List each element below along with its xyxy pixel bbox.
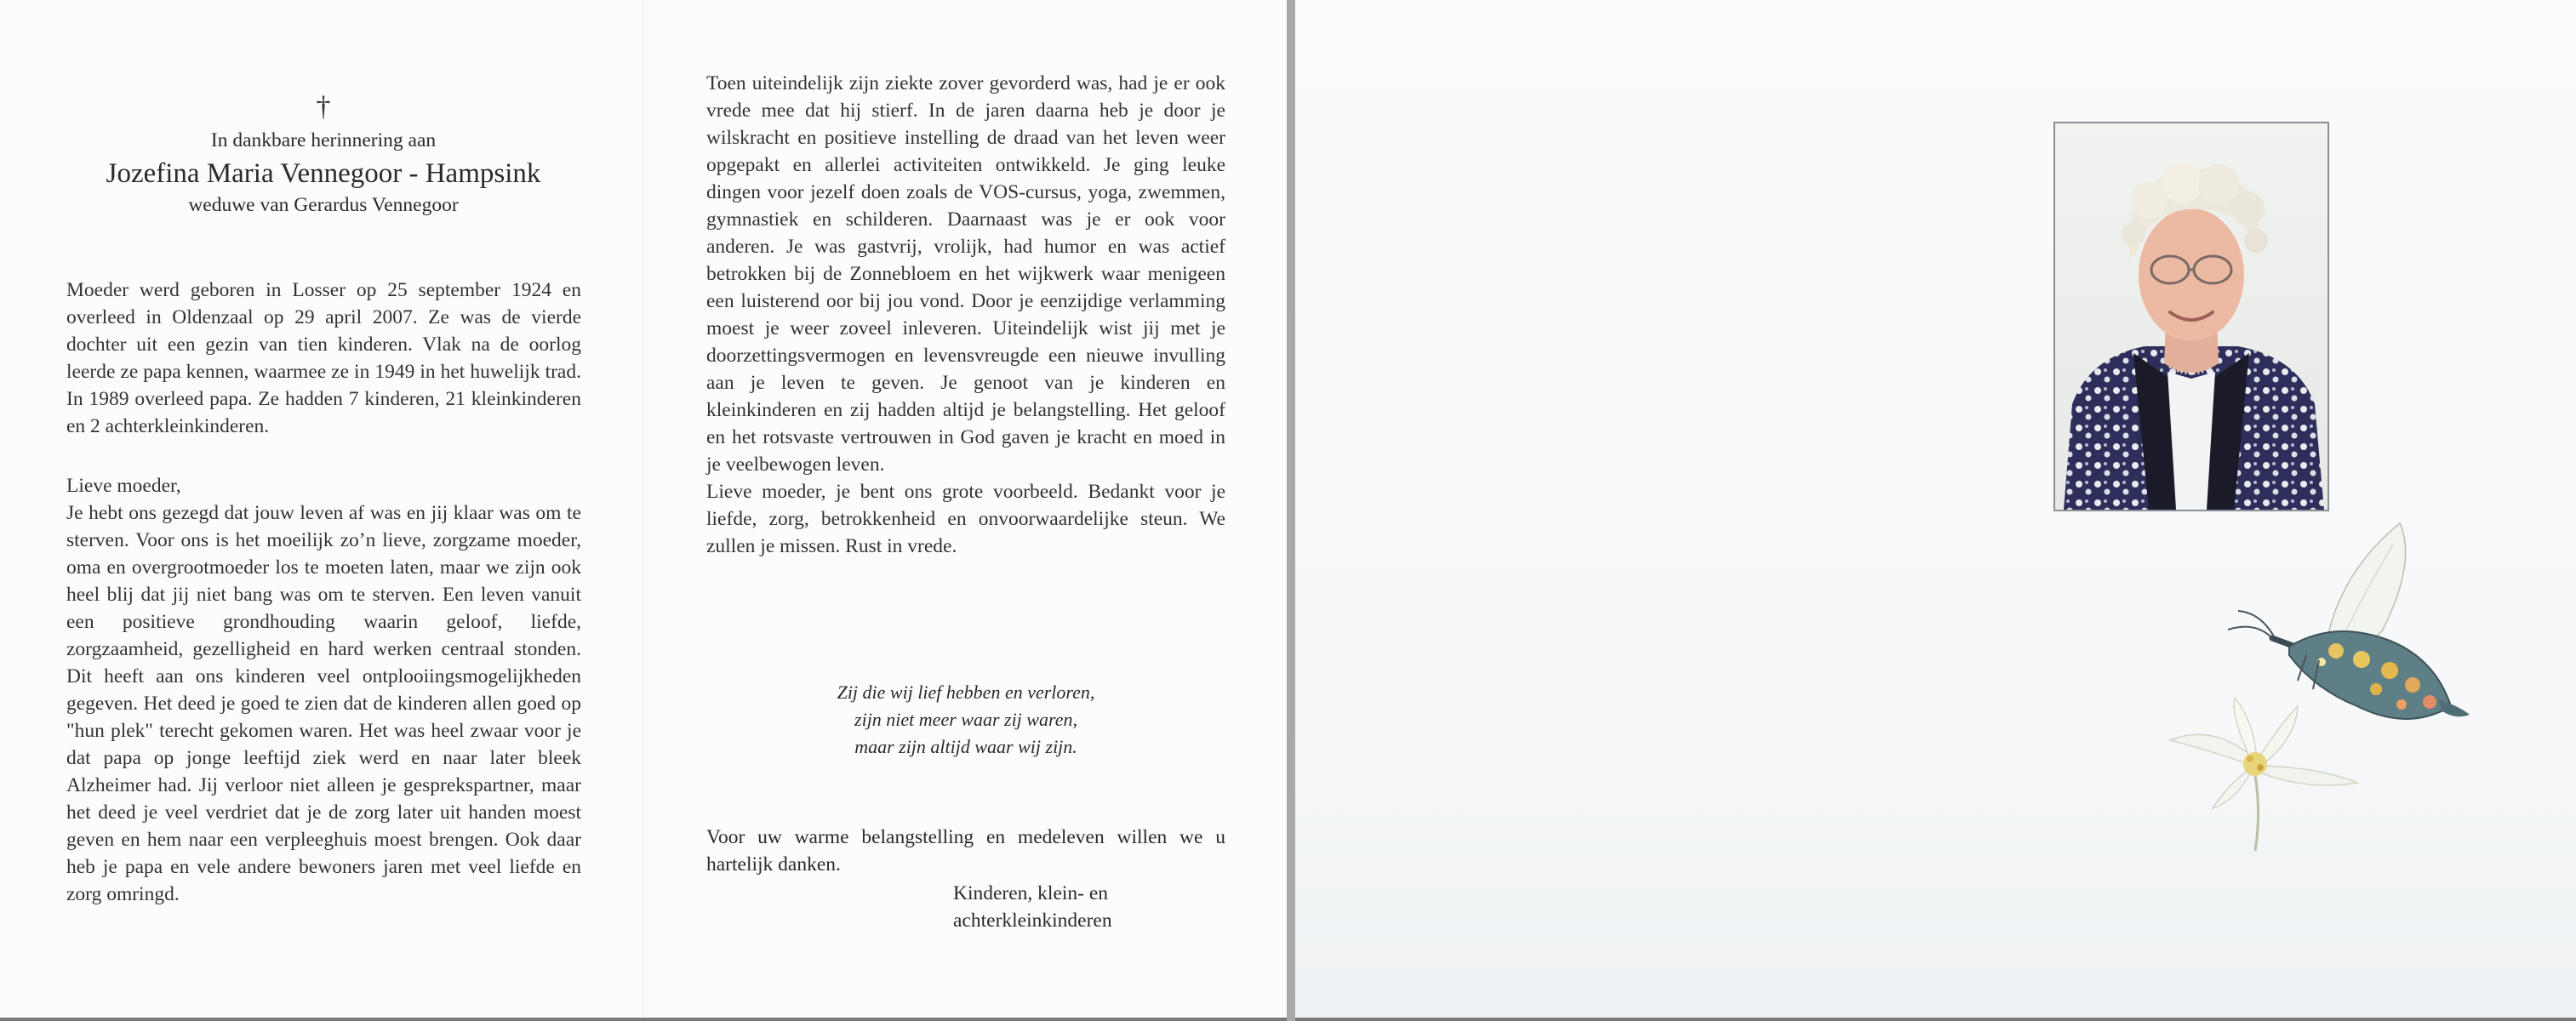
- cross-icon: †: [316, 91, 331, 123]
- card-header: [68, 92, 579, 218]
- deceased-name: Jozefina Maria Vennegoor - Hampsink: [106, 158, 541, 189]
- widow-line: weduwe van Gerardus Vennegoor: [188, 194, 459, 216]
- butterfly-flower-illustration: [2153, 510, 2510, 868]
- card-inner-spread: [0, 0, 1287, 1018]
- spread-gap: [1287, 0, 1295, 1021]
- text-column-left: [66, 277, 581, 908]
- biography-paragraph: Moeder werd geboren in Losser op 25 september 1924 en overleed in Oldenzaal op 29 april 2007. Ze was de vierde dochter uit een gezin van tien kinderen. Vlak na de oorlog leerde ze papa kennen, waarmee ze in 1949 in het huwelijk trad. In 1989 overleed papa. Ze hadden 7 kinderen, 21 kleinkinderen en 2 achterkleinkinderen.: [66, 279, 581, 437]
- portrait-photo: [2053, 122, 2329, 511]
- poem: [706, 679, 1225, 761]
- portrait-illustration: [2055, 123, 2328, 510]
- poem-line: Zij die wij lief hebben en verloren,: [837, 682, 1095, 703]
- in-memory-line: In dankbare herinnering aan: [210, 129, 437, 151]
- signature: [953, 880, 1112, 934]
- poem-line: zijn niet meer waar zij waren,: [854, 709, 1077, 730]
- thanks-text: Voor uw warme belangstelling en medeleven willen we u hartelijk danken.: [706, 826, 1225, 876]
- salutation: Lieve moeder,: [66, 475, 181, 497]
- center-fold: [643, 0, 644, 1018]
- poem-line: maar zijn altijd waar wij zijn.: [854, 736, 1077, 757]
- letter-closing: Lieve moeder, je bent ons grote voorbeeld. Bedankt voor je liefde, zorg, betrokkenheid en onvoorwaardelijke steun. We zullen je missen. Rust in vrede.: [706, 481, 1225, 557]
- text-column-right: [706, 70, 1225, 560]
- letter-body-right: Toen uiteindelijk zijn ziekte zover gevorderd was, had je er ook vrede mee dat hij stierf. In de jaren daarna heb je door je wilskracht en positieve instelling de draad van het leven weer opgepakt en allerlei activiteiten ontwikkeld. Je ging leuke dingen voor jezelf doen zoals de VOS-cursus, yoga, zwemmen, gymnastiek en schilderen. Daarnaast was je er ook voor anderen. Je was gastvrij, vrolijk, had humor en was actief betrokken bij de Zonnebloem en het wijkwerk waar menigeen een luisterend oor bij jou vond. Door je eenzijdige verlamming moest je weer zoveel inleveren. Uiteindelijk wist jij met je doorzettingsvermogen en levensvreugde een nieuwe invulling aan je leven te geven. Je genoot van je kinderen en kleinkinderen en zij hadden altijd je belangstelling. Het geloof en het rotsvaste vertrouwen in God gaven je kracht en moed in je veelbewogen leven.: [706, 72, 1225, 476]
- signature-line: Kinderen, klein- en: [953, 882, 1109, 904]
- letter-body-left: Je hebt ons gezegd dat jouw leven af was en jij klaar was om te sterven. Voor ons is het moeilijk zo’n lieve, zorgzame moeder, oma en overgrootmoeder los te moeten laten, maar we zijn ook heel blij dat jij niet bang was om te sterven. Een leven vanuit een positieve grondhouding waarin geloof, liefde, zorgzaamheid, gezelligheid en hard werken centraal stonden. Dit heeft aan ons kinderen veel ontplooiingsmogelijkheden gegeven. Het deed je goed te zien dat de kinderen allen goed op "hun plek" terecht gekomen waren. Het was heel zwaar voor je dat papa op jonge leeftijd ziek werd en naar later bleek Alzheimer had. Jij verloor niet alleen je gesprekspartner, maar het deed je veel verdriet dat je de zorg later uit handen moest geven en hem naar een verpleeghuis moest brengen. Ook daar heb je papa en vele andere bewoners jaren met veel liefde en zorg omringd.: [66, 502, 581, 905]
- signature-line: achterkleinkinderen: [953, 910, 1112, 932]
